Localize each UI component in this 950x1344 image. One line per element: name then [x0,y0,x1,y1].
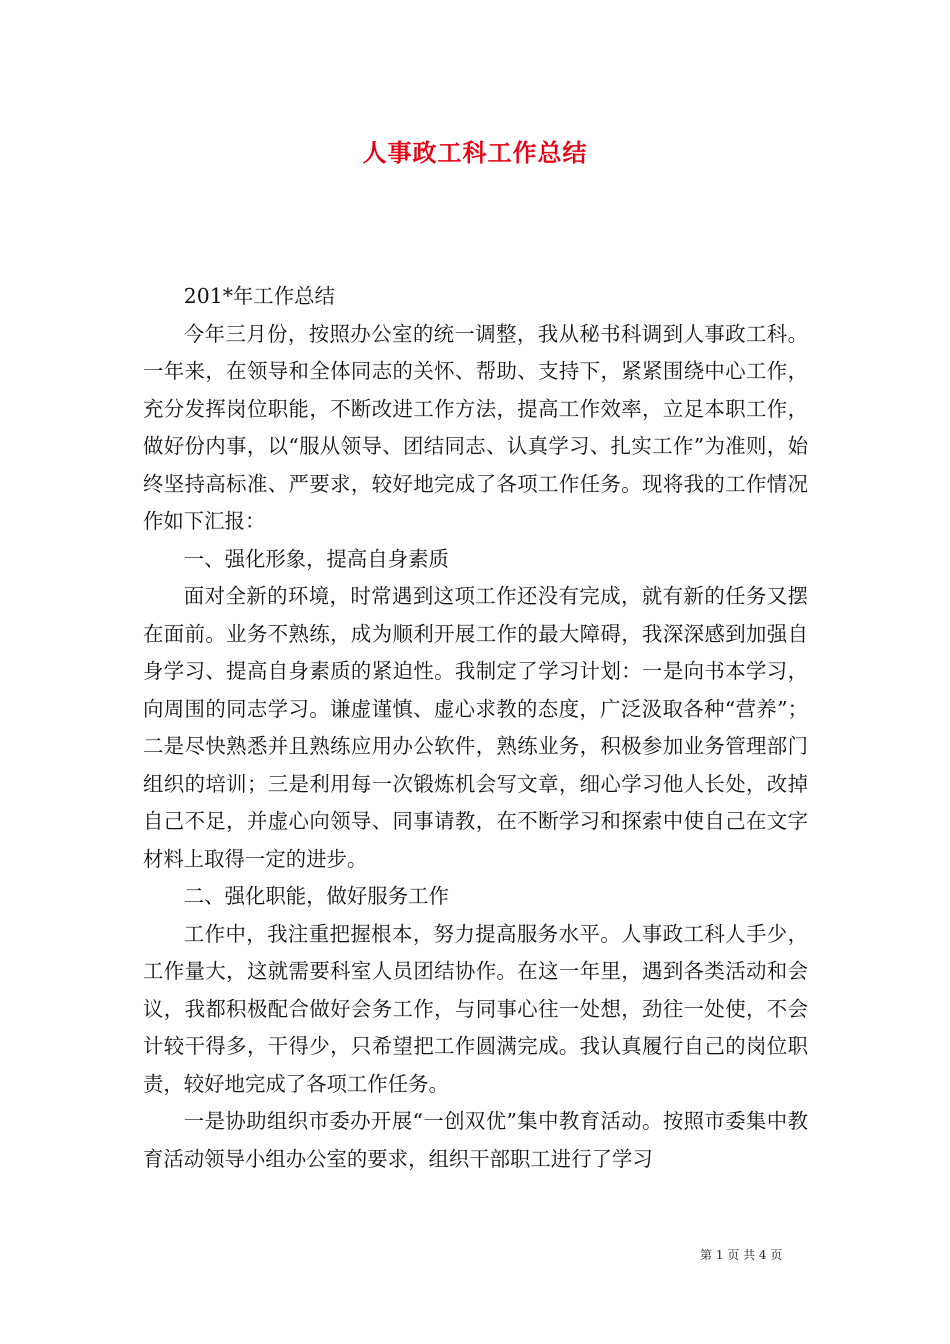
paragraph-section-1: 面对全新的环境，时常遇到这项工作还没有完成，就有新的任务又摆在面前。业务不熟练，成为顺利开展工作的最大障碍，我深深感到加强自身学习、提高自身素质的紧迫性。我制定了学习计划：一是向书本学习，向周围的同志学习。谦虚谨慎、虚心求教的态度，广泛汲取各种“营养”；二是尽快熟悉并且熟练应用办公软件，熟练业务，积极参加业务管理部门组织的培训；三是利用每一次锻炼机会写文章，细心学习他人长处，改掉自己不足，并虚心向领导、同事请教，在不断学习和探索中使自己在文字材料上取得一定的进步。 [143,584,808,871]
paragraph-section-2: 工作中，我注重把握根本，努力提高服务水平。人事政工科人手少，工作量大，这就需要科室人员团结协作。在这一年里，遇到各类活动和会议，我都积极配合做好会务工作，与同事心往一处想，劲往一处使，不会计较干得多，干得少，只希望把工作圆满完成。我认真履行自己的岗位职责，较好地完成了各项工作任务。 [143,921,808,1096]
page-number: 第 1 页 共 4 页 [700,1248,783,1262]
paragraph-intro: 今年三月份，按照办公室的统一调整，我从秘书科调到人事政工科。一年来，在领导和全体同志的关怀、帮助、支持下，紧紧围绕中心工作，充分发挥岗位职能，不断改进工作方法，提高工作效率，立足本职工作，做好份内事，以“服从领导、团结同志、认真学习、扎实工作”为准则，始终坚持高标准、严要求，较好地完成了各项工作任务。现将我的工作情况作如下汇报： [143,321,808,533]
section-heading-2: 二、强化职能，做好服务工作 [183,884,449,908]
paragraph-year-summary: 201*年工作总结 [183,284,335,308]
section-heading-1: 一、强化形象，提高自身素质 [183,546,449,571]
document-title: 人事政工科工作总结 [362,138,588,167]
document-body [143,278,808,1178]
paragraph-item-1: 一是协助组织市委办开展“一创双优”集中教育活动。按照市委集中教育活动领导小组办公室的要求，组织干部职工进行了学习 [143,1109,808,1171]
